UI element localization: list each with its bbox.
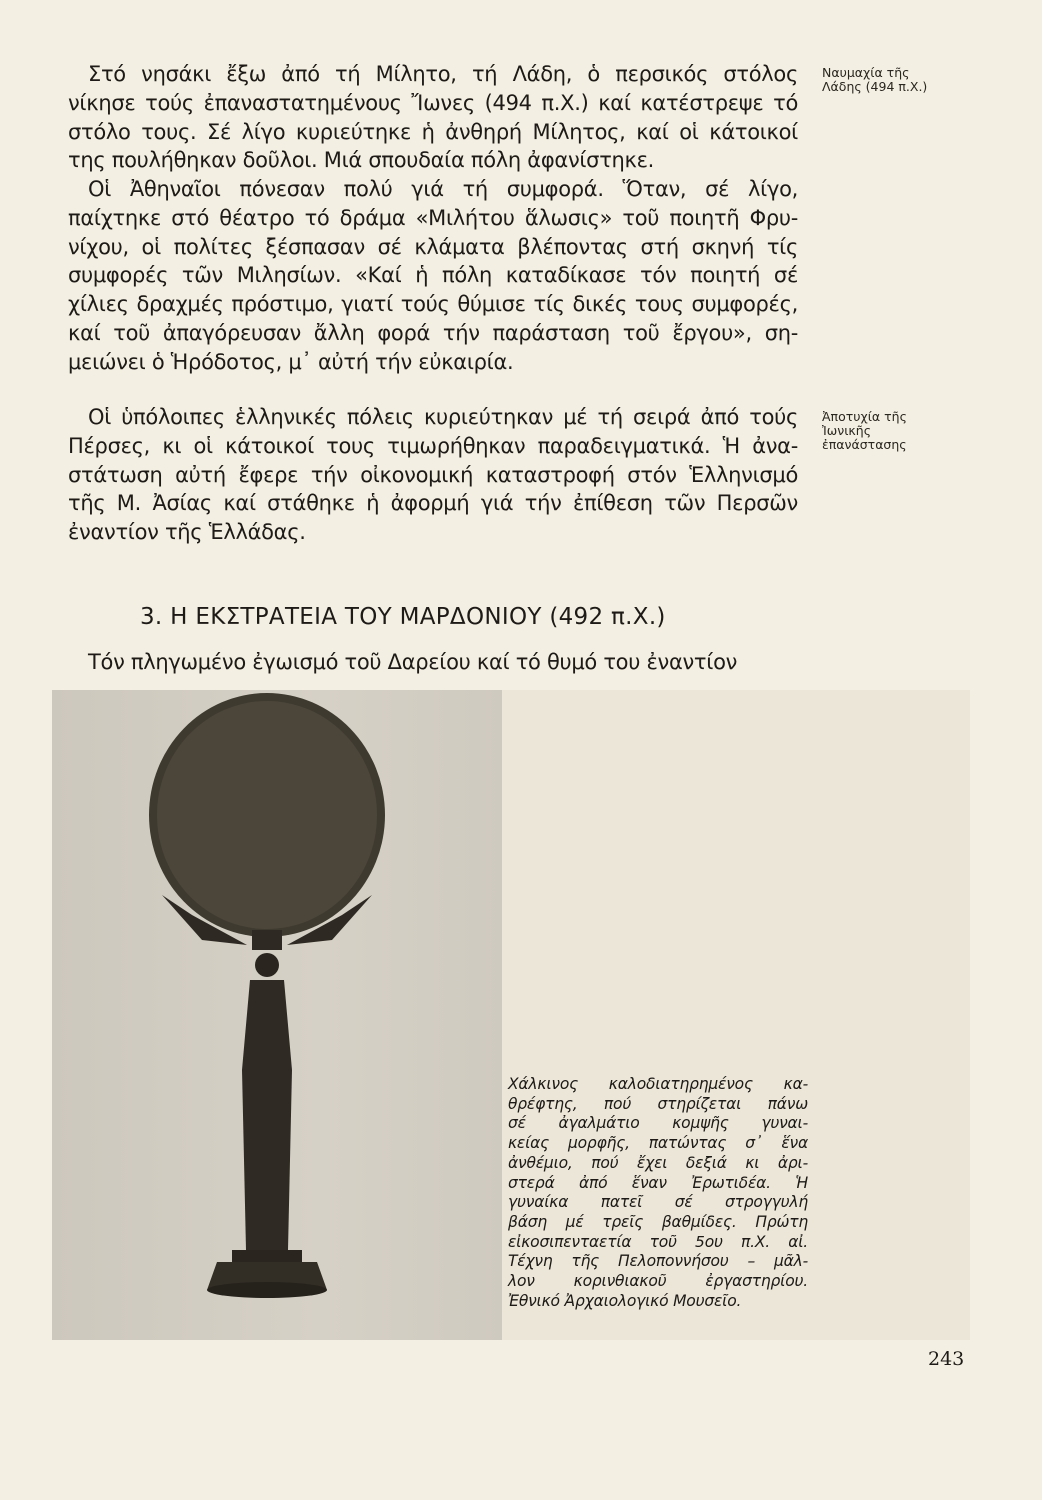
text-line: Πέρσες, κι οἱ κάτοικοί τους τιμωρήθηκαν παραδειγματικά. Ἡ ἀνα- xyxy=(68,433,798,458)
text-line: Οἱ ὑπόλοιπες ἑλληνικές πόλεις κυριεύτηκαν μέ τή σειρά ἀπό τούς xyxy=(88,405,798,429)
caption-line: κείας μορφῆς, πατώντας σ᾽ ἕνα xyxy=(508,1134,808,1153)
caption-line: στερά ἀπό ἕναν Ἐρωτιδέα. Ἡ xyxy=(508,1173,808,1192)
caption-line: γυναίκα πατεῖ σέ στρογγυλή xyxy=(508,1193,808,1212)
caption-line: εἰκοσιπενταετία τοῦ 5ου π.Χ. αἰ. xyxy=(508,1232,808,1251)
paragraph-lade xyxy=(68,60,798,175)
paragraph-other-cities xyxy=(68,403,798,547)
caption-line: βάση μέ τρεῖς βαθμίδες. Πρώτη xyxy=(508,1212,808,1231)
text-line: χίλιες δραχμές πρόστιμο, γιατί τούς θύμισε τίς δικές τους συμφορές, xyxy=(68,292,798,317)
margin-note-ionian-revolt xyxy=(822,410,907,452)
bronze-mirror-photo xyxy=(52,690,502,1340)
caption-line: σέ ἀγαλμάτιο κομψῆς γυναι- xyxy=(508,1114,808,1133)
margin-note-naval-battle xyxy=(822,66,927,94)
text-line: στάτωση αὐτή ἔφερε τήν οἰκονομική καταστροφή στόν Ἑλληνισμό xyxy=(68,462,798,487)
note-line: Λάδης (494 π.Χ.) xyxy=(822,79,928,94)
photo-caption xyxy=(508,1075,808,1311)
note-line: Ἀποτυχία τῆς xyxy=(822,409,907,424)
text-line: Στό νησάκι ἔξω ἀπό τή Μίλητο, τή Λάδη, ὁ περσικός στόλος xyxy=(88,62,798,86)
text-line: στόλο τους. Σέ λίγο κυριεύτηκε ἡ ἀνθηρή Μίλητος, καί οἱ κάτοικοί xyxy=(68,119,798,144)
section-heading: 3. Η ΕΚΣΤΡΑΤΕΙΑ ΤΟΥ ΜΑΡΔΟΝΙΟΥ (492 π.Χ.) xyxy=(140,604,666,630)
text-line: Οἱ Ἀθηναῖοι πόνεσαν πολύ γιά τή συμφορά. Ὅταν, σέ λίγο, xyxy=(88,177,798,201)
text-line: νίχου, οἱ πολίτες ξέσπασαν σέ κλάματα βλέποντας στή σκηνή τίς xyxy=(68,234,798,259)
caption-line: Χάλκινος καλοδιατηρημένος κα- xyxy=(508,1075,808,1093)
text-line: ἐναντίον τῆς Ἑλλάδας. xyxy=(68,520,306,545)
note-line: Ναυμαχία τῆς xyxy=(822,65,910,80)
paragraph-darius xyxy=(68,648,798,677)
caption-line: λον κορινθιακοῦ ἐργαστηρίου. xyxy=(508,1272,808,1291)
caption-line: Τέχνη τῆς Πελοποννήσου – μᾶλ- xyxy=(508,1252,808,1271)
caption-line: Ἐθνικό Ἀρχαιολογικό Μουσεῖο. xyxy=(508,1291,742,1310)
text-line: νίκησε τούς ἐπαναστατημένους Ἴωνες (494 π.Χ.) καί κατέστρεψε τό xyxy=(68,90,798,115)
caption-line: θρέφτης, πού στηρίζεται πάνω xyxy=(508,1094,808,1113)
bronze-mirror-illustration xyxy=(52,690,502,1340)
text-line: συμφορές τῶν Μιλησίων. «Καί ἡ πόλη καταδίκασε τόν ποιητή σέ xyxy=(68,263,798,288)
text-line: τῆς Μ. Ἀσίας καί στάθηκε ἡ ἀφορμή γιά τήν ἐπίθεση τῶν Περσῶν xyxy=(68,491,798,516)
note-line: ἐπανάστασης xyxy=(822,437,907,452)
caption-line: ἀνθέμιο, πού ἔχει δεξιά κι ἀρι- xyxy=(508,1153,808,1172)
page-number: 243 xyxy=(928,1348,965,1370)
text-line: καί τοῦ ἀπαγόρευσαν ἄλλη φορά τήν παράσταση τοῦ ἔργου», ση- xyxy=(68,320,798,345)
figure-head xyxy=(255,953,279,977)
text-line: Τόν πληγωμένο ἐγωισμό τοῦ Δαρείου καί τό θυμό του ἐναντίον xyxy=(88,650,738,674)
note-line: Ἰωνικῆς xyxy=(822,423,872,438)
text-line: μειώνει ὁ Ἡρόδοτος, μ᾽ αὐτή τήν εὐκαιρία. xyxy=(68,349,514,374)
text-line: παίχτηκε στό θέατρο τό δράμα «Μιλήτου ἅλωσις» τοῦ ποιητῆ Φρυ- xyxy=(68,205,798,230)
text-line: της πουλήθηκαν δοῦλοι. Μιά σπουδαία πόλη ἀφανίστηκε. xyxy=(68,148,655,173)
paragraph-athenians xyxy=(68,175,798,377)
round-base xyxy=(232,1250,302,1262)
female-figure xyxy=(242,980,292,1250)
